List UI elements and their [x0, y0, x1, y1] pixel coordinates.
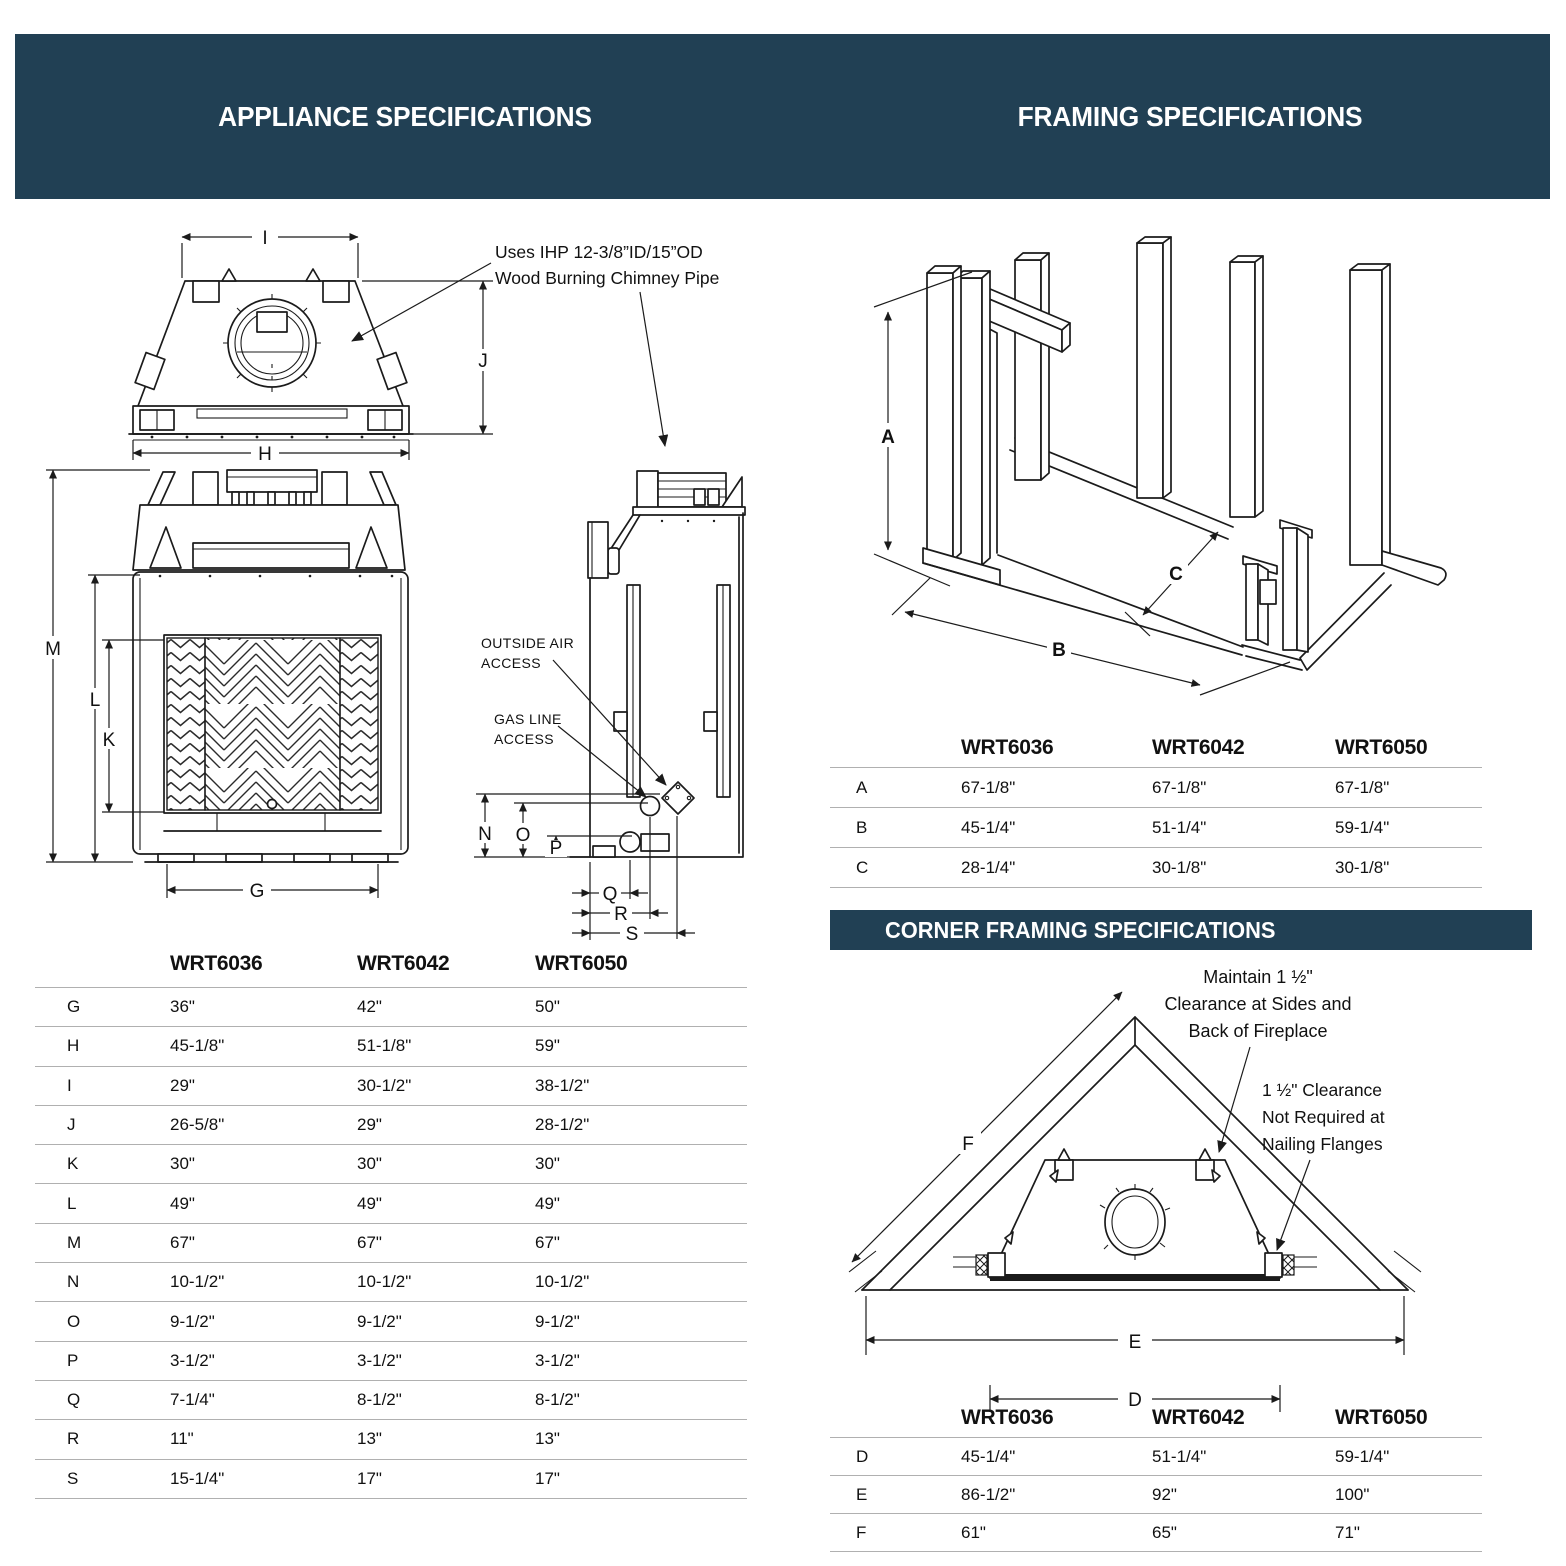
corner-framing-header-bar — [830, 910, 1532, 950]
table-header-row — [830, 728, 1482, 768]
dim-label-A: A — [881, 427, 895, 448]
table-row: Q 7-1/4" 8-1/2" 8-1/2" — [35, 1380, 747, 1419]
svg-text:Nailing Flanges: Nailing Flanges — [1262, 1134, 1383, 1154]
flue-collar-icon — [223, 294, 321, 392]
framing-dimensions-table — [830, 728, 1482, 888]
svg-text:Maintain 1 ½": Maintain 1 ½" — [1203, 967, 1313, 987]
table-row: D 45-1/4" 51-1/4" 59-1/4" — [830, 1438, 1482, 1476]
svg-text:Back of Fireplace: Back of Fireplace — [1188, 1021, 1328, 1041]
dim-label-P: P — [549, 838, 563, 859]
table-row: R 11" 13" 13" — [35, 1420, 747, 1459]
fireplace-front-view — [40, 470, 408, 902]
corner-framing-view — [849, 967, 1421, 1412]
dim-label-C: C — [1169, 564, 1183, 585]
dim-label-F: F — [962, 1134, 974, 1155]
svg-text:Uses IHP 12-3/8”ID/15”OD: Uses IHP 12-3/8”ID/15”OD — [495, 242, 703, 262]
dim-label-B: B — [1052, 640, 1066, 661]
dim-label-O: O — [515, 825, 531, 846]
svg-text:Not Required at: Not Required at — [1262, 1107, 1385, 1127]
corner-return-studs — [1242, 520, 1312, 670]
model-column-header: WRT6050 — [1331, 1398, 1482, 1438]
dim-label-G: G — [249, 881, 265, 902]
table-row: E 86-1/2" 92" 100" — [830, 1476, 1482, 1514]
model-column-header: WRT6042 — [353, 940, 531, 988]
svg-text:OUTSIDE AIR: OUTSIDE AIR — [481, 635, 575, 651]
svg-text:GAS LINE: GAS LINE — [494, 711, 562, 727]
gas-line-port-icon — [641, 797, 660, 816]
model-column-header: WRT6042 — [1148, 1398, 1331, 1438]
left-stud-cluster — [923, 266, 1000, 585]
dim-label-S: S — [625, 924, 639, 945]
appliance-dimensions-table — [35, 940, 747, 1499]
firebox-opening — [164, 635, 381, 813]
model-column-header: WRT6042 — [1148, 728, 1331, 768]
table-row: F 61" 65" 71" — [830, 1514, 1482, 1552]
nailing-flange-note — [1262, 1080, 1385, 1250]
model-column-header: WRT6036 — [166, 940, 353, 988]
table-row: P 3-1/2" 3-1/2" 3-1/2" — [35, 1341, 747, 1380]
appliance-specifications-title: APPLIANCE SPECIFICATIONS — [218, 100, 592, 132]
table-row: A 67-1/8" 67-1/8" 67-1/8" — [830, 768, 1482, 808]
table-row: S 15-1/4" 17" 17" — [35, 1459, 747, 1498]
rivet-dots — [151, 436, 396, 439]
table-row: I 29" 30-1/2" 38-1/2" — [35, 1066, 747, 1105]
corner-framing-title: CORNER FRAMING SPECIFICATIONS — [885, 917, 1276, 943]
table-row: K 30" 30" 30" — [35, 1145, 747, 1184]
table-row: L 49" 49" 49" — [35, 1184, 747, 1223]
hood-top-view — [129, 226, 494, 465]
table-row: B 45-1/4" 51-1/4" 59-1/4" — [830, 808, 1482, 848]
fireplace-side-view — [473, 471, 745, 945]
dim-label-D: D — [1128, 1390, 1142, 1411]
model-column-header: WRT6036 — [957, 1398, 1148, 1438]
dim-label-J: J — [478, 351, 488, 372]
model-column-header: WRT6050 — [1331, 728, 1482, 768]
svg-text:Wood Burning Chimney Pipe: Wood Burning Chimney Pipe — [495, 268, 720, 288]
dim-label-R: R — [614, 904, 628, 925]
table-row: G 36" 42" 50" — [35, 988, 747, 1027]
dim-label-E: E — [1128, 1332, 1142, 1353]
table-row: C 28-1/4" 30-1/8" 30-1/8" — [830, 848, 1482, 888]
table-row: N 10-1/2" 10-1/2" 10-1/2" — [35, 1263, 747, 1302]
framing-specifications-title: FRAMING SPECIFICATIONS — [1017, 100, 1363, 132]
outside-air-port-icon — [662, 782, 694, 814]
table-row: M 67" 67" 67" — [35, 1223, 747, 1262]
dim-label-Q: Q — [602, 884, 618, 905]
table-header-row — [35, 940, 747, 988]
dim-label-N: N — [478, 824, 492, 845]
model-column-header: WRT6050 — [531, 940, 747, 988]
model-column-header: WRT6036 — [957, 728, 1148, 768]
table-row: H 45-1/8" 51-1/8" 59" — [35, 1027, 747, 1066]
svg-text:ACCESS: ACCESS — [494, 731, 554, 747]
dim-label-L: L — [89, 690, 101, 711]
dim-label-I: I — [262, 228, 268, 249]
svg-text:Clearance at Sides and: Clearance at Sides and — [1164, 994, 1352, 1014]
framing-isometric-view — [874, 237, 1446, 695]
table-header-row — [830, 1398, 1482, 1438]
dim-label-K: K — [102, 730, 116, 751]
dim-label-M: M — [45, 639, 61, 660]
table-row: O 9-1/2" 9-1/2" 9-1/2" — [35, 1302, 747, 1341]
svg-text:ACCESS: ACCESS — [481, 655, 541, 671]
fireplace-in-corner — [953, 1149, 1317, 1281]
dim-label-H: H — [258, 444, 272, 465]
table-row: J 26-5/8" 29" 28-1/2" — [35, 1105, 747, 1144]
svg-text:1 ½" Clearance: 1 ½" Clearance — [1262, 1080, 1383, 1100]
corner-framing-table — [830, 1398, 1482, 1552]
